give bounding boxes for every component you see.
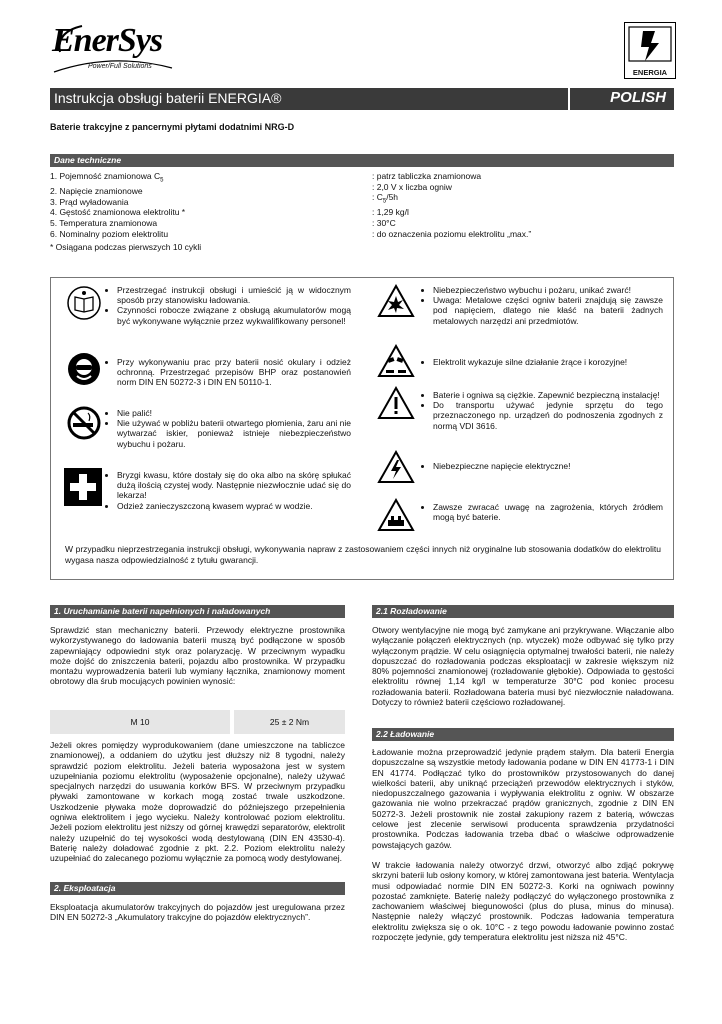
tech-row-value: : do oznaczenia poziomu elektrolitu „max.” bbox=[372, 228, 532, 239]
tech-row-label: 3. Prąd wyładowania bbox=[50, 196, 129, 207]
safety-item: • Niebezpieczne napięcie elektryczne! bbox=[423, 461, 663, 471]
explosion-warning-icon bbox=[377, 284, 415, 318]
tech-row-label: 5. Temperatura znamionowa bbox=[50, 218, 158, 229]
warranty-note: W przypadku nieprzestrzegania instrukcji obsługi, wykonywania napraw z zastosowaniem części innych niż oryginalne lub stosowania dodatków do elektrolitu wygasa nasza odpowiedzialność z tytułu gwarancji. bbox=[65, 544, 661, 565]
corrosive-warning-icon bbox=[377, 344, 415, 378]
brand-tagline: Power/Full Solutions bbox=[88, 63, 152, 70]
title-divider bbox=[568, 88, 570, 110]
section-2-1-paragraph: Otwory wentylacyjne nie mogą być zamykane ani przykrywane. Włączanie albo wyłączanie połączeń elektrycznych (np. wtyczek) może odbywać się tylko przy wyłączonym prądzie. W celu osiągnięcia optymalnej trwałości baterii, nie należy dopuszczać do rozładowania podczas eksploatacji w zakresie większym niż 80% pojemności znamionowej (rozładowanie głębokie). Odpowiada to gęstości elektrolitu równej 1,14 kg/l w temperaturze 30°C pod koniec procesu rozładowania baterii. Rozładowana bateria musi być niezwłocznie naładowana. Dotyczy to również baterii częściowo rozładowanej. bbox=[372, 625, 674, 708]
section-2-paragraph: Eksploatacja akumulatorów trakcyjnych do pojazdów jest uregulowana przez DIN EN 50272-3 „Akumulatory trakcyjne do pojazdów elektrycznych”. bbox=[50, 902, 345, 923]
safety-box bbox=[50, 277, 674, 580]
section-1-paragraph: Jeżeli okres pomiędzy wyprodukowaniem (dane umieszczone na tabliczce znamionowej), a oddaniem do użytku jest dłuższy niż 8 tygodni, należy sprawdzić poziom elektrolitu. Jeżeli bateria wyposażona jest w system uzupełniania poziomu elektrolitu (wyposażenie opcjonalne), należy używać specjalnych narzędzi do usuwania korków BFS. W przeciwnym przypadku pływaki zamontowane w korkach mogą zostać trwale uszkodzone. Uszkodzenie pływaka może doprowadzić do późniejszego przepełnienia ogniwa elektrolitem i jego wycieku. Należy kontrolować poziom elektrolitu. Jeżeli poziom elektrolitu jest niższy od górnej krawędzi separatorów, elektrolit należy uzupełnić do tej wysokości wodą destylowaną (DIN EN 43530-4). Baterię należy doładować zgodnie z pkt. 2.2. Poziom elektrolitu należy uzupełniać do zalecanego poziomu wyłącznie za pomocą wody destylowanej. bbox=[50, 740, 345, 864]
safety-item: • Przy wykonywaniu prac przy baterii nosić okulary i odzież ochronną. Przestrzegać przepisów BHP oraz postanowień norm DIN EN 50272-3 i DIN EN 50110-1. bbox=[107, 357, 351, 388]
section-2-1-heading: 2.1 Rozładowanie bbox=[372, 605, 674, 618]
first-aid-icon bbox=[64, 468, 102, 506]
manual-book-icon bbox=[67, 286, 101, 320]
tech-data-heading: Dane techniczne bbox=[50, 154, 674, 167]
tech-row-label: 4. Gęstość znamionowa elektrolitu * bbox=[50, 207, 186, 218]
brand-name: EnerSys bbox=[52, 22, 163, 59]
section-2-2-paragraph: W trakcie ładowania należy otworzyć drzwi, otworzyć albo zdjąć pokrywę skrzyni baterii lub osłony komory, w której zamontowana jest bateria. Wentylacja musi odpowiadać normie DIN EN 50272-3. Korki na ogniwach powinny pozostać zamknięte. Baterię należy podłączyć do wyłączonego prostownika z zachowaniem właściwej biegunowości (plus do plusa, minus do minusa). Następnie należy włączyć prostownik. Podczas ładowania temperatura elektrolitu zwiększa się o ok. 10°C - z tego powodu ładowanie powinno zostać rozpoczęte jedynie, gdy temperatura elektrolitu jest niższa niż 45°C. bbox=[372, 860, 674, 943]
safety-item: • Baterie i ogniwa są ciężkie. Zapewnić bezpieczną instalację! • Do transportu używać jedynie sprzętu do tego przeznaczonego np. urządzeń do podnoszenia zgodnych z normą VDI 3616. bbox=[423, 390, 663, 431]
section-1-heading: 1. Uruchamianie baterii napełnionych i naładowanych bbox=[50, 605, 345, 618]
section-2-2-heading: 2.2 Ładowanie bbox=[372, 728, 674, 741]
tech-row-value: : 2,0 V x liczba ogniw bbox=[372, 181, 452, 192]
energia-badge bbox=[624, 22, 676, 79]
energia-logo-icon bbox=[625, 23, 675, 65]
tech-values bbox=[372, 171, 531, 239]
safety-item: • Przestrzegać instrukcji obsługi i umieścić ją w widocznym sposób przy stanowisku ładowania. • Czynności robocze związane z obsługą akumulatorów mogą być wykonywane wyłącznie przez wykwalifikowany personel! bbox=[107, 285, 351, 326]
torque-table bbox=[50, 710, 345, 734]
tech-row-label: 1. Pojemność znamionowa $C_5$ bbox=[50, 171, 164, 184]
energia-label: ENERGIA bbox=[632, 68, 668, 77]
no-smoking-icon bbox=[67, 406, 101, 440]
tech-note: * Osiągana podczas pierwszych 10 cykli bbox=[50, 242, 202, 252]
electric-warning-icon bbox=[377, 450, 415, 484]
document-title: Instrukcja obsługi baterii ENERGIA® bbox=[54, 90, 282, 106]
enersys-logo bbox=[52, 22, 192, 82]
section-2-2-paragraph: Ładowanie można przeprowadzić jedynie prądem stałym. Dla baterii Energia dopuszczalne są wszystkie metody ładowania podane w DIN EN 41773-1 i DIN EN 41774. Podłączać tylko do prostowników przystosowanych do danej wielkości baterii, aby uniknąć przeciążeń przewodów elektrycznych i styków, niedopuszczalnego gazowania i wypływania elektrolitu z ogniw. W obszarze gazowania nie wolno przekraczać prądów granicznych, zgodnie z DIN EN 50272-3. Jeżeli prostownik nie został zakupiony razem z baterią, wówczas celowe jest zlecenie serwisowi producenta sprawdzenia przydatności prostownika. Podczas ładowania trzeba dbać o właściwe odprowadzenie powstających gazów. bbox=[372, 747, 674, 850]
tech-labels bbox=[50, 171, 185, 239]
tech-row-label: 6. Nominalny poziom elektrolitu bbox=[50, 228, 169, 239]
tech-row-value: : patrz tabliczka znamionowa bbox=[372, 171, 482, 181]
safety-item: • Zawsze zwracać uwagę na zagrożenia, których źródłem mogą być baterie. bbox=[423, 502, 663, 522]
tech-row-value: : 1,29 kg/l bbox=[372, 207, 409, 218]
safety-item: • Elektrolit wykazuje silne działanie żrące i korozyjne! bbox=[423, 357, 663, 367]
tech-row-value: : 30°C bbox=[372, 218, 396, 229]
safety-item: • Niebezpieczeństwo wybuchu i pożaru, unikać zwarć! • Uwaga: Metalowe części ogniw baterii znajdują się zawsze pod napięciem, dlatego nie kłaść na baterii żadnych metalowych narzędzi ani przedmiotów. bbox=[423, 285, 663, 326]
hazard-attention-icon bbox=[377, 498, 415, 532]
safety-item: • Bryzgi kwasu, które dostały się do oka albo na skórę spłukać dużą ilością czystej wody. Następnie niezwłocznie udać się do lekarza! • Odzież zanieczyszczoną kwasem wyprać w wodzie. bbox=[107, 470, 351, 511]
section-2-heading: 2. Eksploatacja bbox=[50, 882, 345, 895]
tech-row-value: : $C_5/5h$ bbox=[372, 192, 399, 205]
document-subtitle: Baterie trakcyjne z pancernymi płytami dodatnimi NRG-D bbox=[50, 122, 295, 132]
torque-thread: M 10 bbox=[50, 710, 230, 734]
title-bar bbox=[50, 88, 674, 110]
language-label: POLISH bbox=[610, 89, 666, 106]
torque-value: 25 ± 2 Nm bbox=[234, 710, 345, 734]
general-warning-icon bbox=[377, 386, 415, 420]
safety-item: • Nie palić! • Nie używać w pobliżu baterii otwartego płomienia, żaru ani nie wytwarzać iskier, ponieważ istnieje niebezpieczeństwo wybuchu i pożaru. bbox=[107, 408, 351, 449]
safety-goggles-icon bbox=[67, 352, 101, 386]
section-1-paragraph: Sprawdzić stan mechaniczny baterii. Przewody elektryczne prostownika wykorzystywanego do ładowania baterii muszą być podłączone w sposób zapewniający odpowiedni styk oraz polaryzację. W przeciwnym wypadku może dojść do zniszczenia baterii, pojazdu albo prostownika. W przypadku montażu wyprowadzenia baterii lub wymiany łącznika, znamionowy moment obrotowy dla śrub mocujących powinien wynosić: bbox=[50, 625, 345, 687]
tech-row-label: 2. Napięcie znamionowe bbox=[50, 186, 143, 197]
